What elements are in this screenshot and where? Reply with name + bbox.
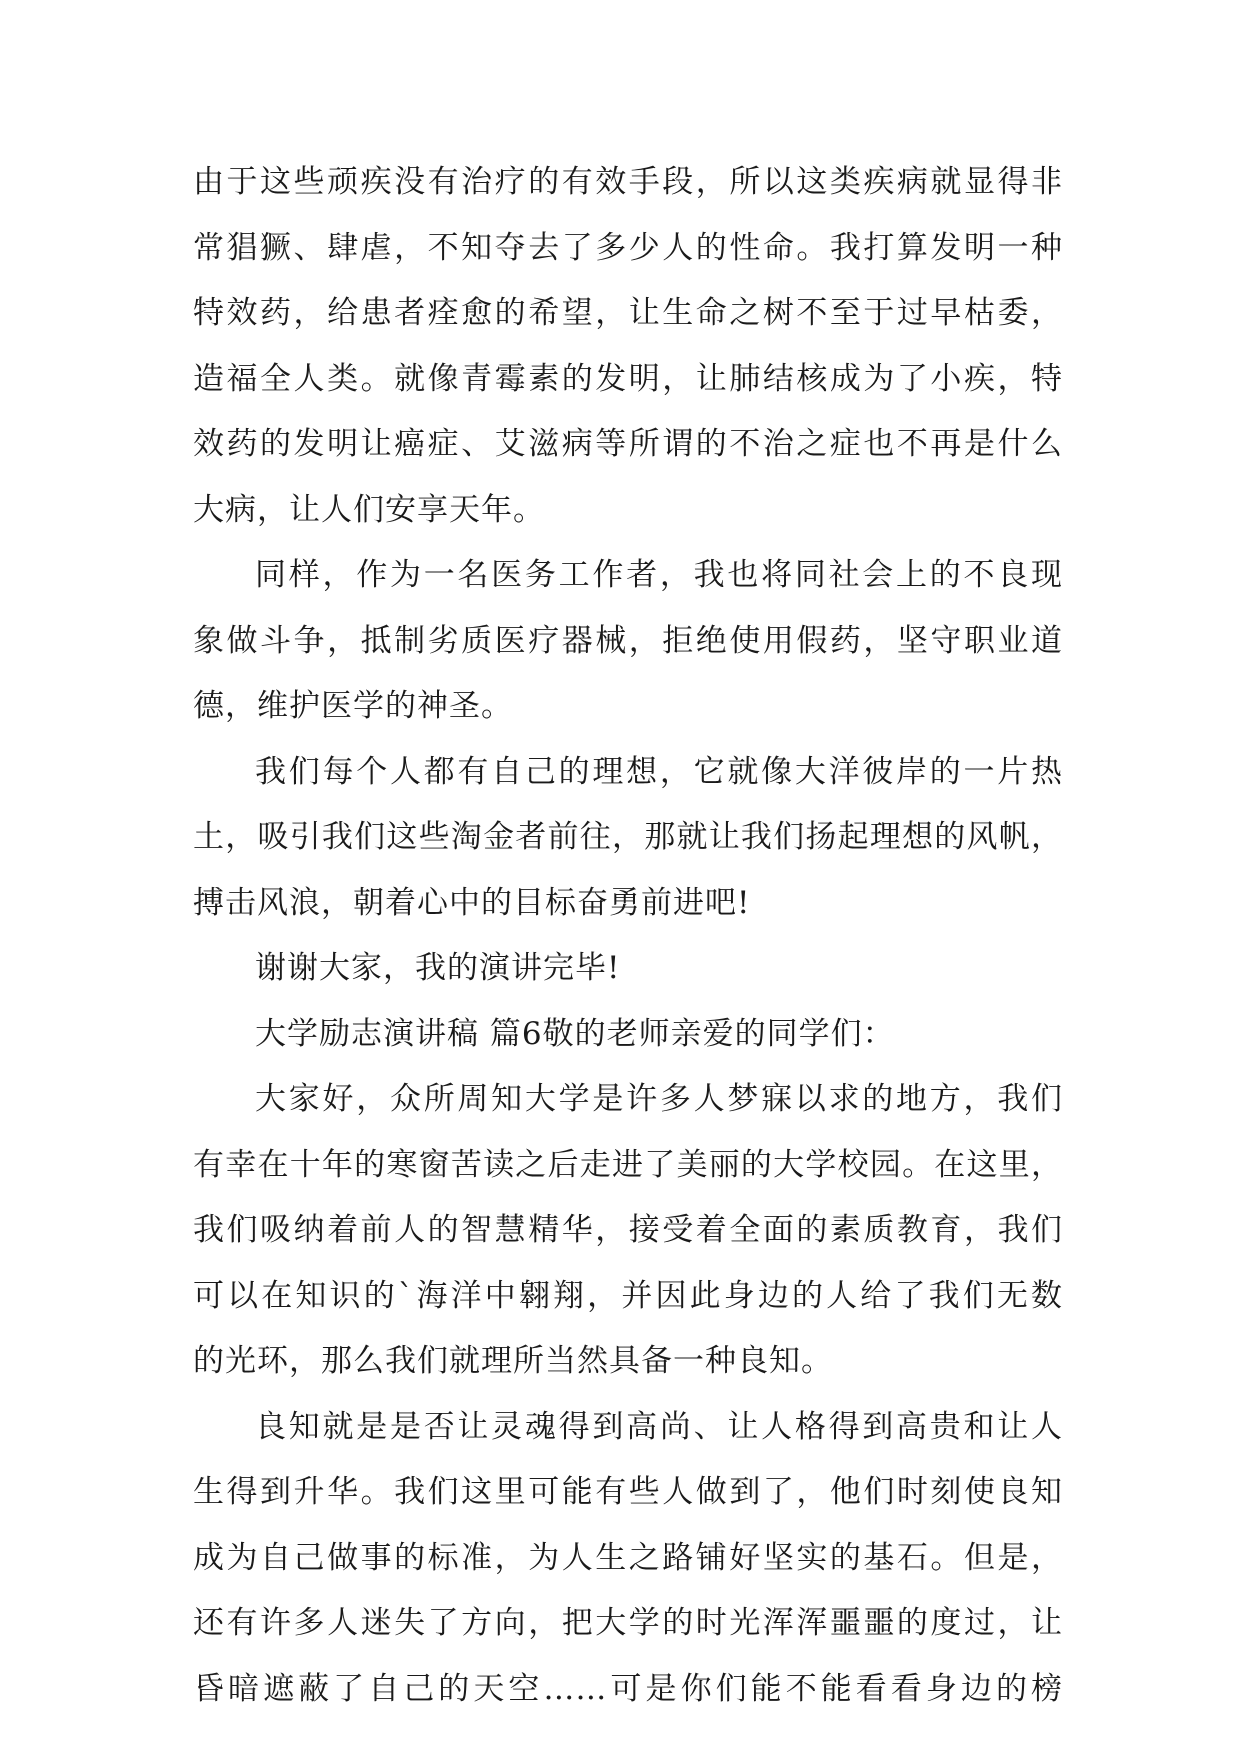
text-line: 由于这些顽疾没有治疗的有效手段，所以这类疾病就显得非	[193, 164, 1063, 200]
text-line: 大家好，众所周知大学是许多人梦寐以求的地方，我们	[255, 1081, 1063, 1117]
text-line: 的光环，那么我们就理所当然具备一种良知。	[193, 1343, 833, 1379]
text-line: 成为自己做事的标准，为人生之路铺好坚实的基石。但是，	[193, 1539, 1063, 1576]
text-line: 特效药，给患者痊愈的希望，让生命之树不至于过早枯委，	[193, 295, 1063, 331]
text-line: 我们吸纳着前人的智慧精华，接受着全面的素质教育，我们	[193, 1212, 1063, 1248]
text-line: 有幸在十年的寒窗苦读之后走进了美丽的大学校园。在这里，	[193, 1146, 1063, 1183]
text-line: 造福全人类。就像青霉素的发明，让肺结核成为了小疾，特	[193, 360, 1063, 397]
text-line: 大学励志演讲稿 篇6敬的老师亲爱的同学们：	[255, 1015, 895, 1052]
text-line: 生得到升华。我们这里可能有些人做到了，他们时刻使良知	[193, 1474, 1063, 1510]
text-line: 良知就是是否让灵魂得到高尚、让人格得到高贵和让人	[255, 1408, 1063, 1445]
text-line: 效药的发明让癌症、艾滋病等所谓的不治之症也不再是什么	[193, 426, 1063, 462]
text-line: 可以在知识的`海洋中翱翔，并因此身边的人给了我们无数	[193, 1277, 1063, 1314]
text-line: 谢谢大家，我的演讲完毕!	[255, 950, 621, 986]
text-line: 象做斗争，抵制劣质医疗器械，拒绝使用假药，坚守职业道	[193, 622, 1063, 659]
text-line: 同样，作为一名医务工作者，我也将同社会上的不良现	[255, 557, 1063, 593]
document-body	[193, 150, 1063, 1722]
text-line: 大病，让人们安享天年。	[193, 491, 545, 528]
text-line: 土，吸引我们这些淘金者前往，那就让我们扬起理想的风帆，	[193, 819, 1063, 855]
text-line: 常猖獗、肆虐，不知夺去了多少人的性命。我打算发明一种	[193, 229, 1063, 266]
text-line: 昏暗遮蔽了自己的天空……可是你们能不能看看身边的榜	[193, 1670, 1063, 1707]
text-line: 我们每个人都有自己的理想，它就像大洋彼岸的一片热	[255, 753, 1063, 790]
text-line: 德，维护医学的神圣。	[193, 688, 513, 724]
text-line: 还有许多人迷失了方向，把大学的时光浑浑噩噩的度过，让	[193, 1605, 1063, 1641]
text-line: 搏击风浪，朝着心中的目标奋勇前进吧!	[193, 884, 751, 921]
